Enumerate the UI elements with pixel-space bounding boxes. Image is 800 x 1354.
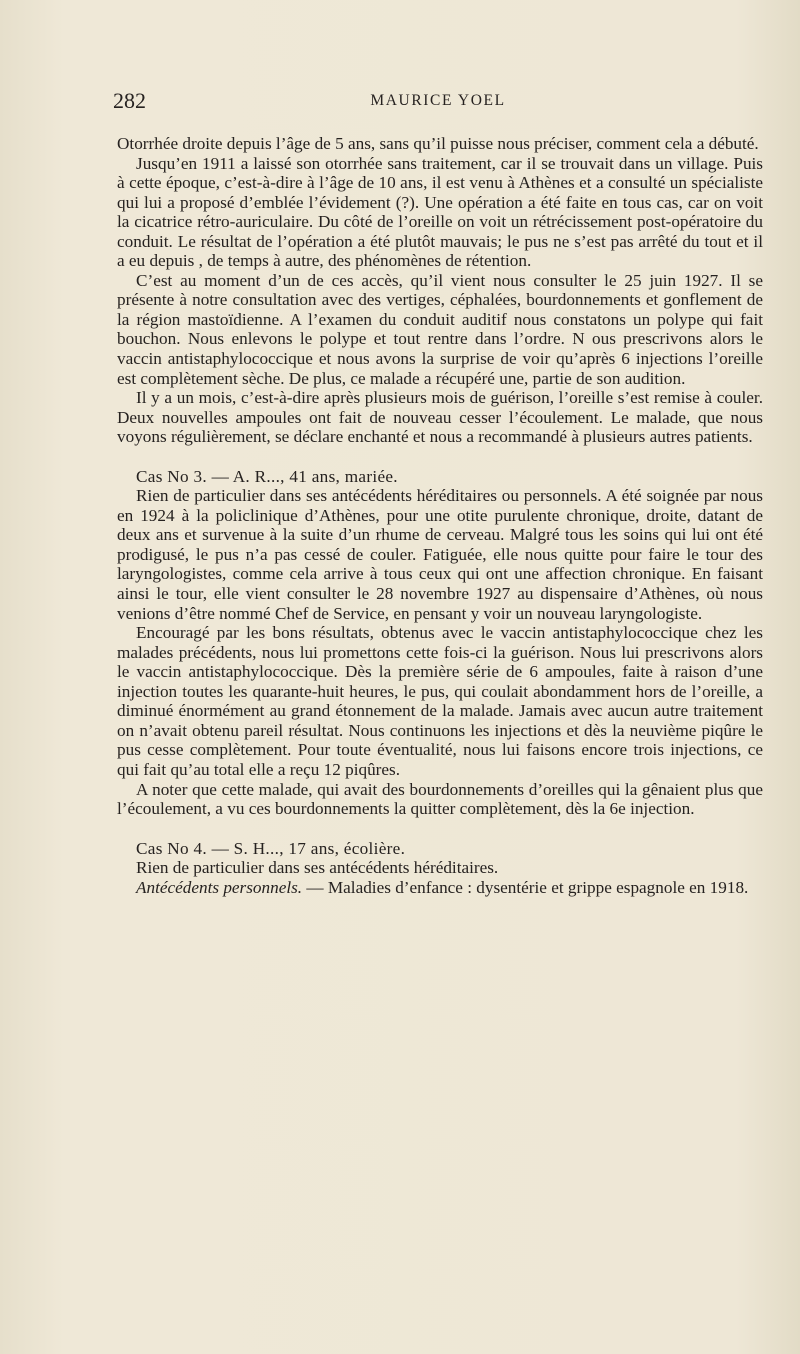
body-text <box>117 134 763 897</box>
paragraph-relapse: Il y a un mois, c’est-à-dire après plusieurs mois de guérison, l’oreille s’est remise à couler. Deux nouvelles ampoules ont fait de nouveau cesser l’écoulement. Le malade, que nous voyons régulièrement, se déclare enchanté et nous a recommandé à plusieurs autres patients. <box>117 388 763 447</box>
paragraph-case-3-note: A noter que cette malade, qui avait des bourdonnements d’oreilles qui la gênaient plus que l’écoulement, a vu ces bourdonnements la quitter complètement, dès la 6e injection. <box>117 779 763 819</box>
paragraph-otorrhea: Otorrhée droite depuis l’âge de 5 ans, sans qu’il puisse nous préciser, comment cela a débuté. <box>117 134 759 153</box>
running-head: MAURICE YOEL <box>370 92 506 109</box>
paragraph-case-3-history: Rien de particulier dans ses antécédents héréditaires ou personnels. A été soignée par nous en 1924 à la policlinique d’Athènes, pour une otite purulente chronique, droite, datant de deux ans et survenue à la suite d’un rhume de cerveau. Malgré tous les soins qui lui ont été prodigusé, le pus n’a pas cessé de couler. Fatiguée, elle nous quitte pour faire le tour des laryngologistes, comme cela arrive à tous ceux qui ont une affection chronique. En faisant ainsi le tour, elle vient consulter le 28 novembre 1927 au dispensaire d’Athènes, où nous venions d’être nommé Chef de Service, en pensant y voir un nouveau laryngologiste. <box>117 486 763 623</box>
paragraph-case-4-personal <box>117 878 763 898</box>
antecedents-label: Antécédents personnels. <box>136 877 303 897</box>
page-header <box>113 88 763 118</box>
page-number: 282 <box>113 88 146 113</box>
case-3-heading: Cas No 3. — A. R..., 41 ans, mariée. <box>136 466 398 486</box>
paragraph-case-4-hereditary: Rien de particulier dans ses antécédents héréditaires. <box>136 858 499 878</box>
antecedents-text: — Maladies d’enfance : dysentérie et grippe espagnole en 1918. <box>302 877 749 897</box>
paragraph-case-3-treatment: Encouragé par les bons résultats, obtenus avec le vaccin antistaphylococcique chez les malades précédents, nous lui promettons cette fois-ci la guérison. Nous lui prescrivons alors le vaccin antistaphylococcique. Dès la première série de 6 ampoules, faite à raison d’une injection toutes les quarante-huit heures, le pus, qui coulait abondamment hors de l’oreille, a diminué énormément au grand étonnement de la malade. Jamais avec aucun autre traitement on n’avait obtenu pareil résultat. Nous continuons les injections et dès la neuvième piqûre le pus cesse complètement. Pour toute éventualité, nous lui faisons encore trois injections, ce qui fait qu’au total elle a reçu 12 piqûres. <box>117 623 763 779</box>
paragraph-history: Jusqu’en 1911 a laissé son otorrhée sans traitement, car il se trouvait dans un village. Puis à cette époque, c’est-à-dire à l’âge de 10 ans, il est venu à Athènes et a consulté un spécialiste qui lui a proposé d’emblée l’évidement (?). Une opération a été faite en tous cas, car on voit la cicatrice rétro-auriculaire. Du côté de l’oreille on voit un rétrécissement post-opératoire du conduit. Le résultat de l’opération a été plutôt mauvais; le pus ne s’est pas arrêté du tout et il a eu depuis , de temps à autre, des phénomènes de rétention. <box>117 153 763 271</box>
paragraph-consultation: C’est au moment d’un de ces accès, qu’il vient nous consulter le 25 juin 1927. Il se présente à notre consultation avec des vertiges, céphalées, bourdonnements et gonflement de la région mastoïdienne. A l’examen du conduit auditif nous constatons un polype qui fait bouchon. Nous enlevons le polype et tout rentre dans l’ordre. N ous prescrivons alors le vaccin antistaphylococcique et nous avons la surprise de voir qu’après 6 injections l’oreille est complètement sèche. De plus, ce malade a récupéré une, partie de son audition. <box>117 270 763 388</box>
case-4-heading: Cas No 4. — S. H..., 17 ans, écolière. <box>136 838 406 858</box>
